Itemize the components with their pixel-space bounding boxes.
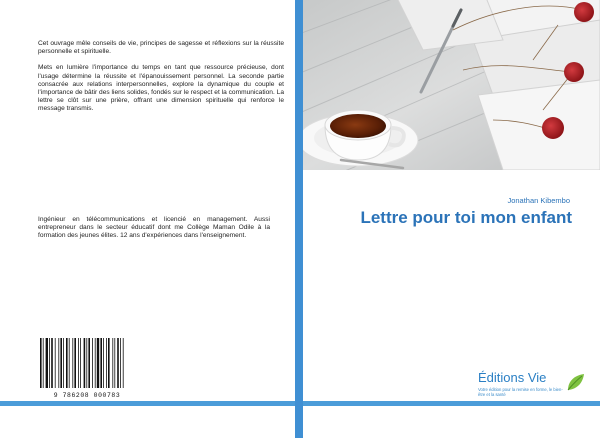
- publisher-name: Éditions Vie: [478, 370, 547, 385]
- cover-photo: [303, 0, 600, 170]
- book-title: Lettre pour toi mon enfant: [360, 208, 572, 227]
- isbn-digits: 9 786208 000783: [53, 392, 121, 399]
- back-cover: [0, 0, 295, 438]
- spine: [295, 0, 303, 438]
- back-cover-blurb: [38, 40, 284, 122]
- blurb-paragraph-1: Cet ouvrage mêle conseils de vie, principes de sagesse et réflexions sur la réussite personnelle et spirituelle.: [38, 40, 284, 56]
- blurb-paragraph-2: Mets en lumière l'importance du temps en tant que ressource précieuse, dont l'usage détermine la réussite et l'épanouissement personnel. La seconde partie consacrée aux relations interpersonnelles, explore la dynamique du couple et l'importance de bâtir des liens solides, fondés sur le respect et la communication. La lettre se clôt sur une prière, offrant une dimension spirituelle qui renforce le message transmis.: [38, 64, 284, 113]
- author-name: Jonathan Kibembo: [507, 196, 570, 205]
- front-stripe: [303, 401, 600, 406]
- leaf-icon: [564, 372, 586, 394]
- publisher-logo: [478, 370, 588, 400]
- isbn-barcode: [38, 338, 136, 400]
- back-stripe: [0, 401, 295, 406]
- author-bio: Ingénieur en télécommunications et licencié en management. Aussi entrepreneur dans le secteur éducatif dont me Collège Maman Odile à la formation des jeunes élites. 12 ans d'expériences dans l'enseignement.: [38, 216, 270, 240]
- publisher-tagline: Votre édition pour la remise en forme, le bien-être et la santé: [478, 387, 563, 397]
- barcode-bars: [38, 338, 136, 390]
- cover-photo-illustration: [303, 0, 600, 170]
